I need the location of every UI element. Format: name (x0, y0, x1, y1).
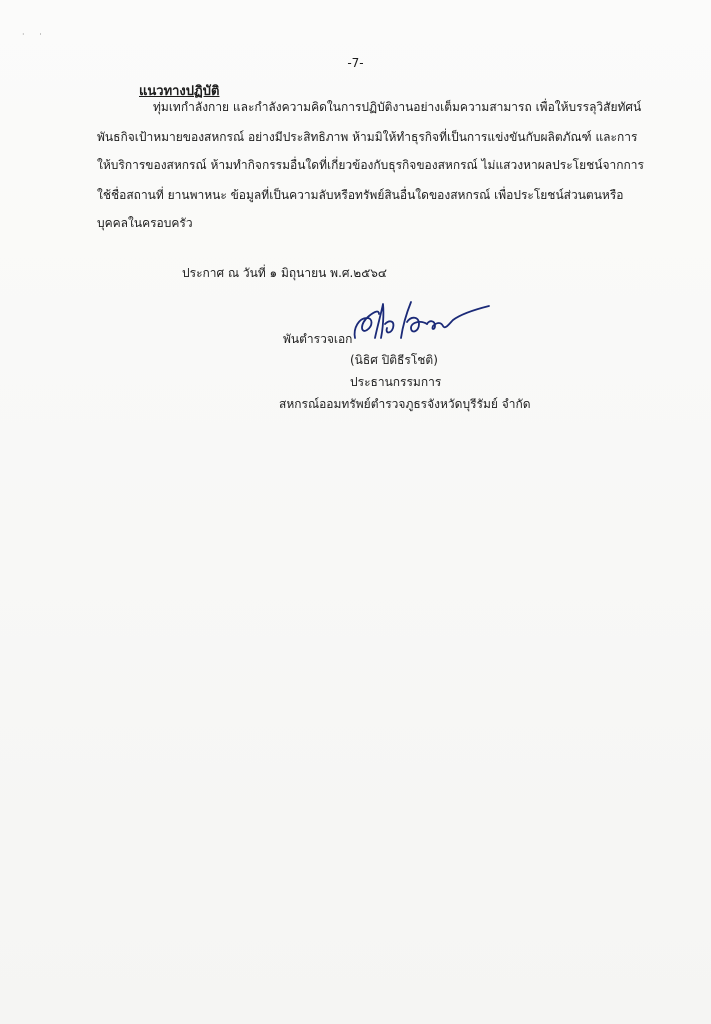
signatory-name: (นิธิศ ปิติธีรโชติ) (350, 353, 438, 367)
signatory-organization: สหกรณ์ออมทรัพย์ตำรวจภูธรจังหวัดบุรีรัมย์ จำกัด (279, 397, 531, 411)
paragraph-line: ให้บริการของสหกรณ์ ห้ามทำกิจกรรมอื่นใดที่เกี่ยวข้องกับธุรกิจของสหกรณ์ ไม่แสวงหาผลประโยชน์จากการ (97, 158, 644, 172)
signatory-rank: พันตำรวจเอก (283, 332, 353, 346)
handwritten-signature (349, 294, 494, 350)
scan-specks: · · (22, 30, 48, 39)
paragraph-line: ใช้ชื่อสถานที่ ยานพาหนะ ข้อมูลที่เป็นความลับหรือทรัพย์สินอื่นใดของสหกรณ์ เพื่อประโยชน์ส่วนตนหรือ (97, 188, 624, 202)
announcement-date: ประกาศ ณ วันที่ ๑ มิถุนายน พ.ศ.๒๕๖๔ (182, 266, 388, 280)
page-number: -7- (347, 56, 364, 70)
section-heading: แนวทางปฏิบัติ (139, 84, 220, 99)
paragraph-line: ทุ่มเทกำลังกาย และกำลังความคิดในการปฏิบัติงานอย่างเต็มความสามารถ เพื่อให้บรรลุวิสัยทัศน์ (153, 100, 642, 114)
paragraph-line: บุคคลในครอบครัว (97, 216, 193, 230)
paragraph-line: พันธกิจเป้าหมายของสหกรณ์ อย่างมีประสิทธิภาพ ห้ามมิให้ทำธุรกิจที่เป็นการแข่งขันกับผลิตภัณฑ์ และการ (97, 130, 638, 144)
signatory-position: ประธานกรรมการ (350, 375, 442, 389)
